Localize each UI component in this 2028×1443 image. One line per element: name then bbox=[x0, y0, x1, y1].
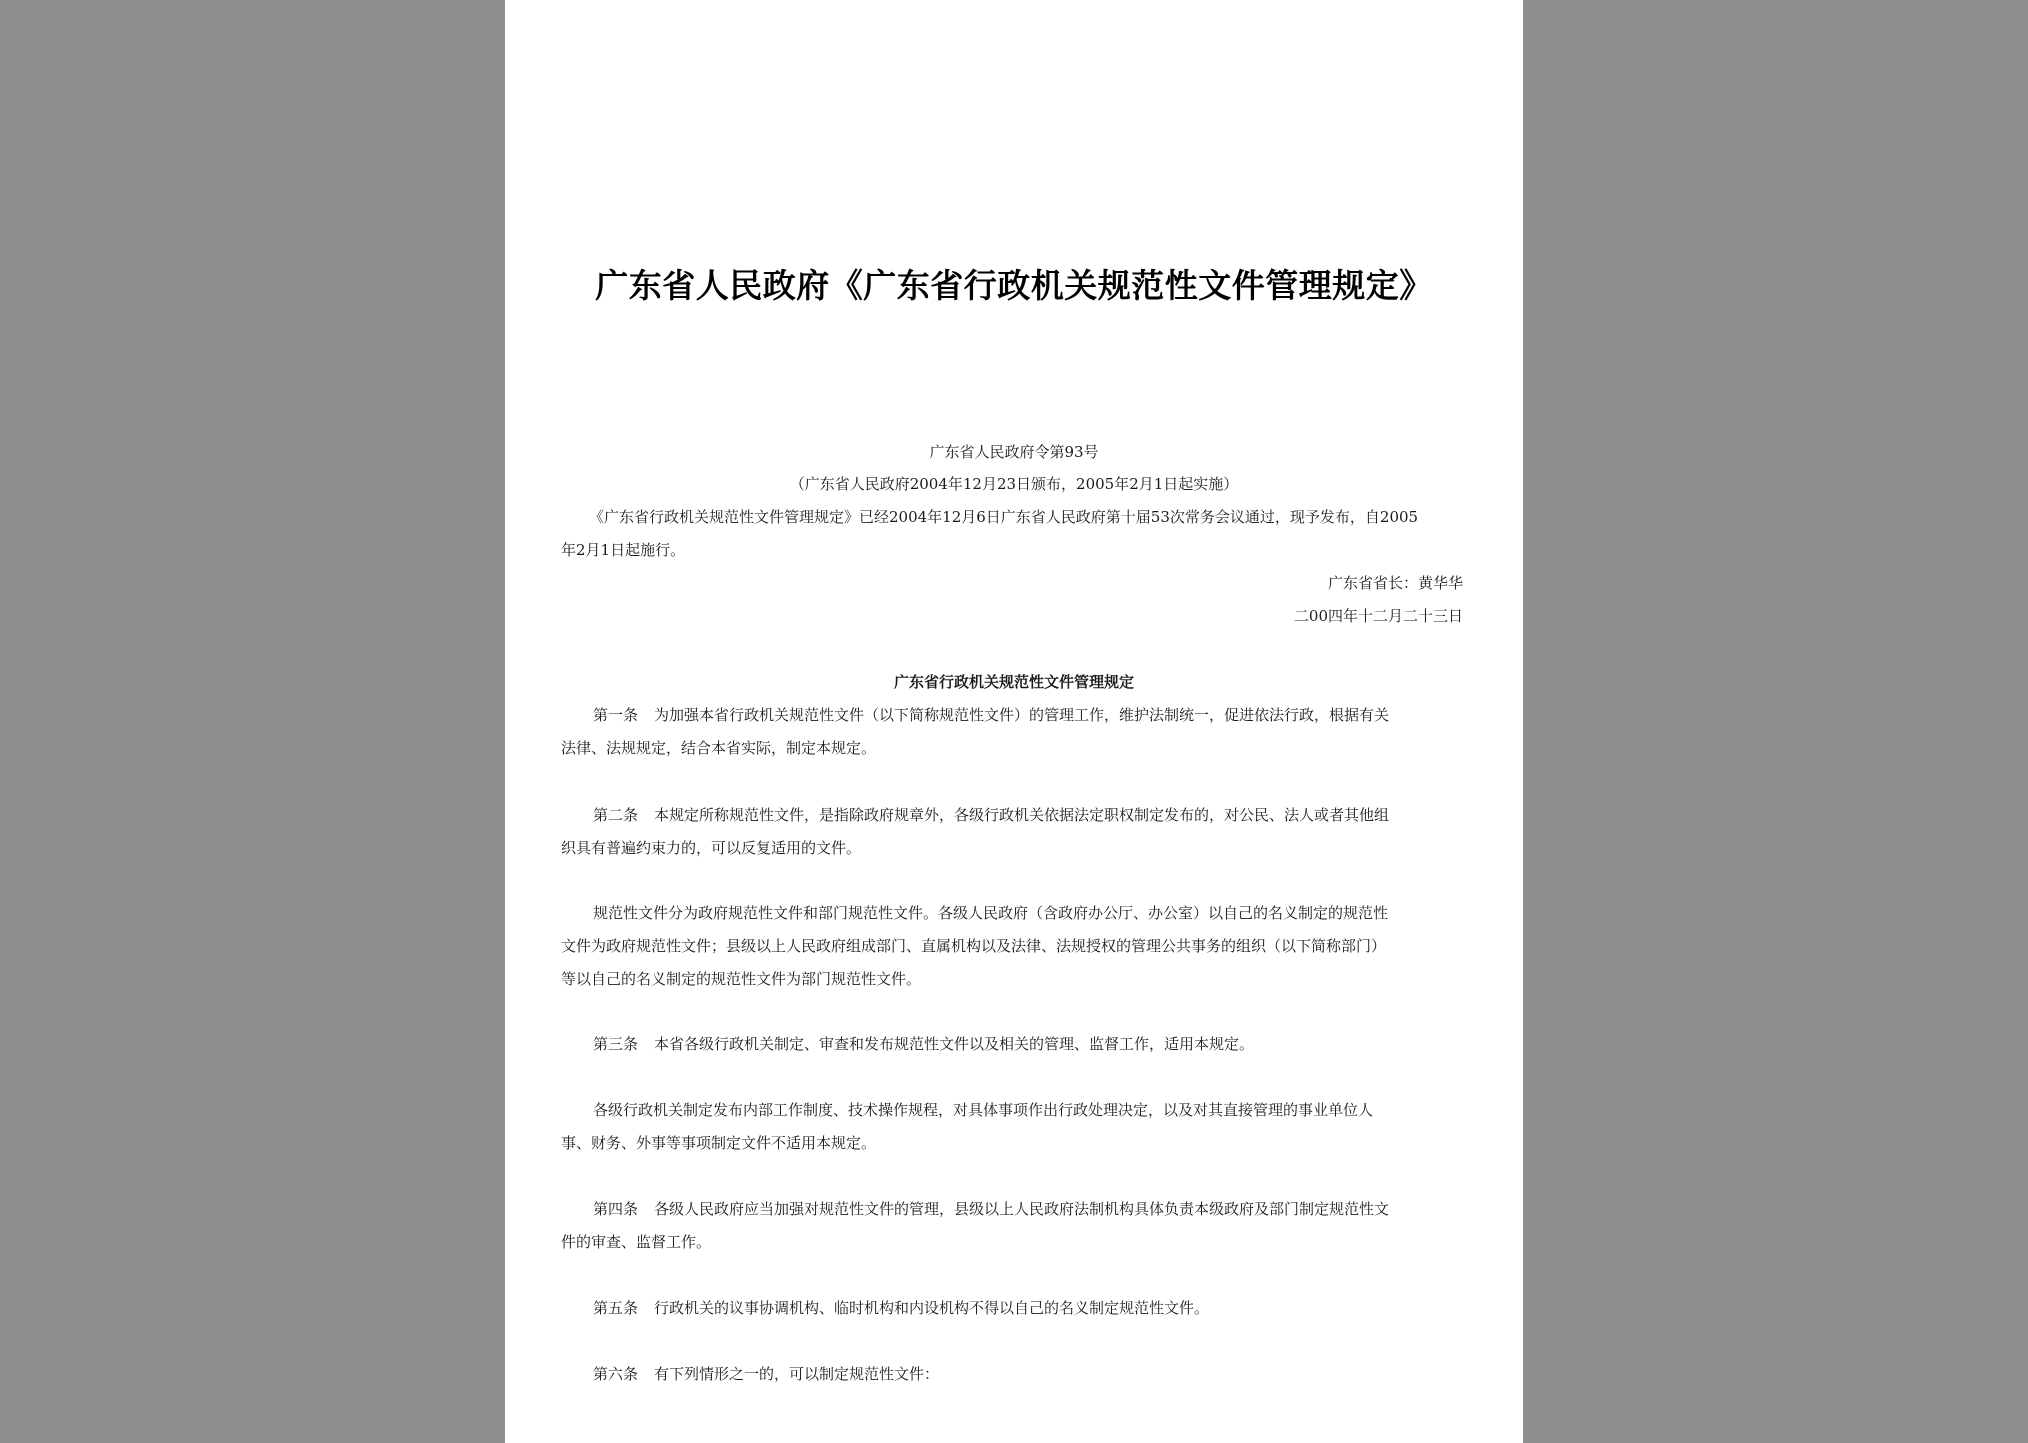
preamble-line-1: 《广东省行政机关规范性文件管理规定》已经2004年12月6日广东省人民政府第十届53次常务会议通过，现予发布，自2005 bbox=[589, 508, 1419, 526]
signatory: 广东省省长：黄华华 bbox=[1327, 574, 1463, 592]
article-1-line-1 bbox=[561, 705, 1501, 725]
article-4-line-1 bbox=[561, 1199, 1501, 1219]
article-3-label: 第三条 bbox=[593, 1035, 639, 1053]
paragraph-categories-line-1: 规范性文件分为政府规范性文件和部门规范性文件。各级人民政府（含政府办公厅、办公室）以自己的名义制定的规范性 bbox=[593, 904, 1389, 922]
order-number: 广东省人民政府令第93号 bbox=[929, 443, 1099, 461]
article-2-line-1 bbox=[561, 805, 1501, 825]
article-4-text-1: 各级人民政府应当加强对规范性文件的管理，县级以上人民政府法制机构具体负责本级政府及部门制定规范性文 bbox=[654, 1200, 1390, 1218]
article-5-line-1 bbox=[561, 1298, 1501, 1318]
document-title: 广东省人民政府《广东省行政机关规范性文件管理规定》 bbox=[595, 266, 1433, 305]
paragraph-exclusions-line-2: 事、财务、外事等事项制定文件不适用本规定。 bbox=[561, 1134, 877, 1152]
article-1-label: 第一条 bbox=[593, 706, 639, 724]
paragraph-categories-line-2: 文件为政府规范性文件；县级以上人民政府组成部门、直属机构以及法律、法规授权的管理公共事务的组织（以下简称部门） bbox=[561, 937, 1387, 955]
article-4-line-2: 件的审查、监督工作。 bbox=[561, 1233, 712, 1251]
article-5-label: 第五条 bbox=[593, 1299, 639, 1317]
sign-date: 二00四年十二月二十三日 bbox=[1293, 607, 1463, 625]
document-page bbox=[505, 0, 1523, 1443]
article-5-text-1: 行政机关的议事协调机构、临时机构和内设机构不得以自己的名义制定规范性文件。 bbox=[654, 1299, 1210, 1317]
preamble-line-2: 年2月1日起施行。 bbox=[561, 541, 686, 559]
article-3-text-1: 本省各级行政机关制定、审查和发布规范性文件以及相关的管理、监督工作，适用本规定。 bbox=[654, 1035, 1255, 1053]
article-3-line-1 bbox=[561, 1034, 1501, 1054]
article-6-line-1 bbox=[561, 1364, 1501, 1384]
article-1-text-1: 为加强本省行政机关规范性文件（以下简称规范性文件）的管理工作，维护法制统一，促进依法行政，根据有关 bbox=[654, 706, 1390, 724]
paragraph-exclusions-line-1: 各级行政机关制定发布内部工作制度、技术操作规程，对具体事项作出行政处理决定，以及对其直接管理的事业单位人 bbox=[593, 1101, 1374, 1119]
article-6-label: 第六条 bbox=[593, 1365, 639, 1383]
article-2-text-1: 本规定所称规范性文件，是指除政府规章外，各级行政机关依据法定职权制定发布的，对公民、法人或者其他组 bbox=[654, 806, 1390, 824]
article-2-label: 第二条 bbox=[593, 806, 639, 824]
article-4-label: 第四条 bbox=[593, 1200, 639, 1218]
article-1-line-2: 法律、法规规定，结合本省实际，制定本规定。 bbox=[561, 739, 877, 757]
article-2-line-2: 织具有普遍约束力的，可以反复适用的文件。 bbox=[561, 839, 862, 857]
issue-note: （广东省人民政府2004年12月23日颁布，2005年2月1日起实施） bbox=[789, 475, 1239, 493]
article-6-text-1: 有下列情形之一的，可以制定规范性文件： bbox=[654, 1365, 940, 1383]
paragraph-categories-line-3: 等以自己的名义制定的规范性文件为部门规范性文件。 bbox=[561, 970, 922, 988]
section-title: 广东省行政机关规范性文件管理规定 bbox=[893, 673, 1134, 691]
